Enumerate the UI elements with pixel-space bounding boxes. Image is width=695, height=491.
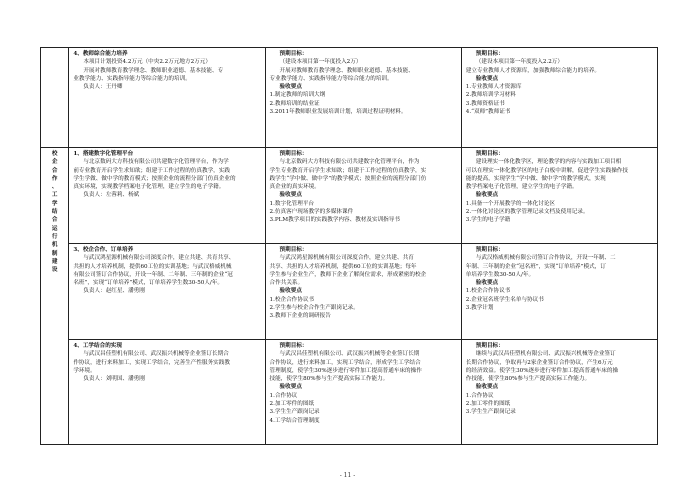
category-cell: [41, 148, 69, 445]
category-char: 运: [51, 225, 58, 232]
second-year-target-cell: [461, 340, 657, 445]
cell-text-line: 负责人：赵红星、潘勇刚: [83, 288, 145, 295]
category-char: 行: [51, 233, 58, 240]
category-char: 制: [51, 250, 58, 257]
page-number: - 11 -: [339, 472, 356, 479]
cell-text-line: 开展对教师教育教学理念、教师职业道德、基本技能、专: [83, 67, 224, 74]
cell-text-line: 4.“双师”教师证书: [465, 109, 511, 116]
construction-plan-table: [40, 47, 658, 445]
cell-text-line: 2.企业冠名班学生名单与协议书: [465, 296, 544, 303]
cell-text-line: 学环境。: [73, 367, 96, 374]
cell-text-line: 2.加工零件的图纸: [269, 401, 315, 408]
cell-text-line: 负责人：左蓉莉、杨斌: [83, 192, 140, 199]
cell-text-line: 作协议，进行来料加工，实现工学结合，完善生产性服务实践教: [73, 359, 230, 366]
second-year-target-cell: [461, 48, 657, 148]
cell-text-line: 学生学做、做中学的教育模式；按照企业的流程分部门仿真企业的: [73, 175, 236, 182]
cell-text-line: 与武汉格威机械有限公司签订合作协议，开设一年制、二: [475, 255, 616, 262]
cell-text-line: 与武汉昌佳塑机有限公司、武汉振兴机械等企业签订长期合: [83, 351, 229, 358]
cell-text-line: 负责人：刘明国、潘勇刚: [83, 376, 145, 383]
cell-text-line: 合作协议，进行来料加工，实现工学结合，形成学生工学结合: [269, 359, 421, 366]
cell-heading: 预期目标：: [279, 343, 308, 349]
cell-text-line: 与武汉鸿星源机械有限公司深度合作，建立共建、共育共享、: [83, 255, 235, 262]
project-cell: [69, 340, 265, 445]
cell-text-line: 前专业教育开启学生求知欲；组建于工作过程的仿真教学，实践: [73, 167, 230, 174]
cell-text-line: 学生参与企业生产，教师下企业了解岗位需求，形成紧密的校企: [269, 271, 427, 278]
category-char: 合: [51, 167, 58, 174]
table-row: [41, 148, 658, 244]
cell-text-line: （建设本项目第一年度投入2.2万）: [475, 59, 563, 66]
cell-text-line: 3.学生的电子学籍: [465, 217, 511, 224]
cell-text-line: 3.PLM教学项目的实践教学内容、教材及实训指导书: [269, 217, 400, 224]
cell-text-line: 共享、共担的人才培养机制，提供60工位的实训基地；每年: [269, 263, 417, 270]
cell-heading: 验收要点: [475, 192, 499, 199]
category-char: 结: [51, 209, 58, 216]
cell-heading: 3、校企合作、订单培养: [73, 247, 134, 253]
table-row: [41, 48, 658, 148]
cell-text-line: 2.加工零件的图纸: [465, 401, 511, 408]
cell-heading: 验收要点: [279, 384, 302, 391]
cell-heading: 预期目标：: [475, 247, 504, 253]
cell-text-line: 单培养学生数30-50人/年。: [465, 271, 535, 278]
cell-heading: 验收要点: [279, 288, 302, 295]
cell-heading: 4、工学结合的实现: [73, 343, 122, 349]
cell-heading: 预期目标：: [279, 247, 308, 253]
cell-text-line: 能的提高，实现学生“学中做、做中学”的教学模式，实现: [465, 175, 606, 182]
cell-text-line: 2.一体化讨论区的教学管理记录文档及使用记录。: [465, 209, 589, 216]
project-cell: [69, 244, 265, 340]
cell-heading: 预期目标：: [279, 51, 308, 57]
cell-heading: 验收要点: [475, 75, 499, 82]
document-page: [40, 47, 658, 463]
cell-text-line: 业教学能力、实践指导能力等综合能力的培训。: [73, 75, 191, 82]
cell-text-line: 与北京数码大方科技有限公司共建数字化管理平台，作为学: [83, 159, 229, 166]
table-row: [41, 244, 658, 340]
first-year-target-cell: [265, 340, 461, 445]
category-char: 校: [51, 151, 58, 157]
cell-text-line: 本项目计划投资4.2万元（中央2.2万元地方2万元）: [83, 59, 211, 66]
cell-text-line: 可以在理实一体化教学区的电子白板中讲解，促进学生实践操作技: [465, 167, 628, 174]
cell-text-line: 2.教师培训学习材料: [465, 92, 516, 99]
cell-text-line: 共担的人才培养机制，提供60工位的实训基地；与武汉格威机械: [73, 263, 232, 270]
cell-text-line: 3.2011年教师职业发展培训计划，培训过程证明材料。: [269, 109, 407, 116]
cell-text-line: 3.教学计划: [465, 305, 494, 312]
cell-text-line: 与武汉鸿星源机械有限公司深度合作，建立共建、共育: [279, 255, 414, 262]
category-char: 企: [51, 159, 58, 166]
cell-text-line: 管理制度，使学生30%逐步进行零件加工提高普通车床的操作: [269, 367, 422, 374]
cell-text-line: 有限公司签订合作协议，开设一年制、二年制、三年制的企业“冠: [73, 271, 233, 278]
cell-text-line: 合作共关系。: [269, 280, 304, 287]
category-char: 建: [51, 258, 58, 265]
cell-text-line: 3.学生生产跟岗记录: [269, 409, 320, 416]
cell-text-line: 1.专业教师人才资源库: [465, 84, 522, 91]
cell-text-line: 负责人：王丹卿: [83, 84, 123, 91]
cell-text-line: 2.学生参与校企合作生产跟岗记录。: [269, 305, 359, 312]
cell-text-line: 3.学生生产跟岗记录: [465, 409, 516, 416]
cell-text-line: 2.仿真客户现场教学的多媒体课件: [269, 209, 354, 216]
cell-heading: 预期目标：: [475, 343, 504, 349]
cell-text-line: 1.具备一个开展教学的一体化讨论区: [465, 200, 556, 207]
cell-text-line: 技能，使学生80%参与生产提高实际工作能力。: [269, 376, 389, 383]
project-cell: [69, 148, 265, 244]
first-year-target-cell: [265, 48, 461, 148]
cell-text-line: 建设理实一体化教学区，理论教学的内容与实践加工项目相: [475, 159, 622, 166]
first-year-target-cell: [265, 148, 461, 244]
category-char: 机: [51, 242, 58, 249]
cell-text-line: 3.教师资格证书: [465, 100, 505, 107]
cell-text-line: 开展对教师教育教学理念、教师职业道德、基本技能、: [279, 67, 414, 74]
cell-text-line: （建设本项目第一年度投入2万）: [279, 59, 362, 66]
cell-text-line: 专业教学能力、实践指导能力等综合能力的培训。: [269, 75, 393, 82]
cell-heading: 预期目标：: [475, 51, 504, 57]
cell-text-line: 践学生“学中做、做中学”的教学模式；按照企业的流程分部门仿: [269, 175, 427, 182]
category-char: 设: [51, 267, 58, 274]
category-char: 、: [51, 184, 58, 191]
cell-text-line: 1.校企合作协议书: [269, 296, 315, 303]
cell-text-line: 与北京数码大方科技有限公司共建数字化管理平台，作为: [279, 159, 420, 166]
cell-heading: 验收要点: [475, 280, 499, 287]
cell-text-line: 1.合作协议: [465, 392, 494, 399]
project-cell: [69, 48, 265, 148]
cell-text-line: 真企业的真实环境。: [269, 184, 320, 191]
first-year-target-cell: [265, 244, 461, 340]
cell-text-line: 真实环境，实现教学档案电子化管理，建立学生的电子学籍。: [73, 184, 225, 191]
cell-heading: 预期目标：: [475, 151, 504, 157]
second-year-target-cell: [461, 244, 657, 340]
cell-heading: 4、教师综合能力培养: [73, 51, 128, 57]
cell-heading: 验收要点: [279, 84, 302, 91]
cell-text-line: 长期合作协议，争取再与2家企业签订合作协议，产生6万元: [465, 359, 613, 366]
cell-text-line: 1.校企合作协议书: [465, 288, 511, 295]
cell-text-line: 3.教师下企业的调研报告: [269, 313, 331, 320]
cell-text-line: 1.合作协议: [269, 392, 298, 399]
category-char: 作: [51, 175, 58, 182]
category-char: 合: [51, 217, 58, 224]
cell-heading: 验收要点: [279, 192, 302, 199]
cell-text-line: 2.教师培训的结业证: [269, 100, 320, 107]
category-char: 学: [51, 200, 58, 207]
cell-text-line: 与武汉昌佳塑机有限公司、武汉振兴机械等企业签订长期: [279, 351, 420, 358]
cell-text-line: 教学档案电子化管理，建立学生的电子学籍。: [465, 184, 578, 191]
cell-text-line: 作技能，使学生80%参与生产提高实际工作能力。: [465, 376, 591, 383]
category-cell-empty: [41, 48, 69, 148]
cell-text-line: 的经济效益。使学生30%逐步进行零件加工提高普通车床的操: [465, 367, 619, 374]
cell-text-line: 学生专业教育开启学生求知欲；组建于工作过程的仿真教学，实: [269, 167, 427, 174]
table-row: [41, 340, 658, 445]
cell-text-line: 1.制定教师的培训大纲: [269, 92, 326, 99]
cell-heading: 预期目标：: [279, 151, 308, 157]
cell-text-line: 年制、三年制的企业“冠名班”，实现“订单培养”模式，订: [465, 263, 606, 270]
cell-text-line: 名班”，实现“订单培养”模式，订单培养学生数30-50人/年。: [73, 280, 223, 287]
cell-text-line: 1.数字化管理平台: [269, 200, 315, 207]
category-char: 工: [51, 192, 58, 199]
cell-heading: 1、搭建数字化管理平台: [73, 151, 134, 157]
cell-heading: 验收要点: [475, 384, 499, 391]
cell-text-line: 4.工学结合管理制度: [269, 417, 320, 424]
cell-text-line: 继续与武汉昌佳塑机有限公司、武汉振兴机械等企业签订: [475, 351, 616, 358]
cell-text-line: 建立专业教师人才资源库，加强教师综合能力的培养。: [465, 67, 601, 74]
second-year-target-cell: [461, 148, 657, 244]
